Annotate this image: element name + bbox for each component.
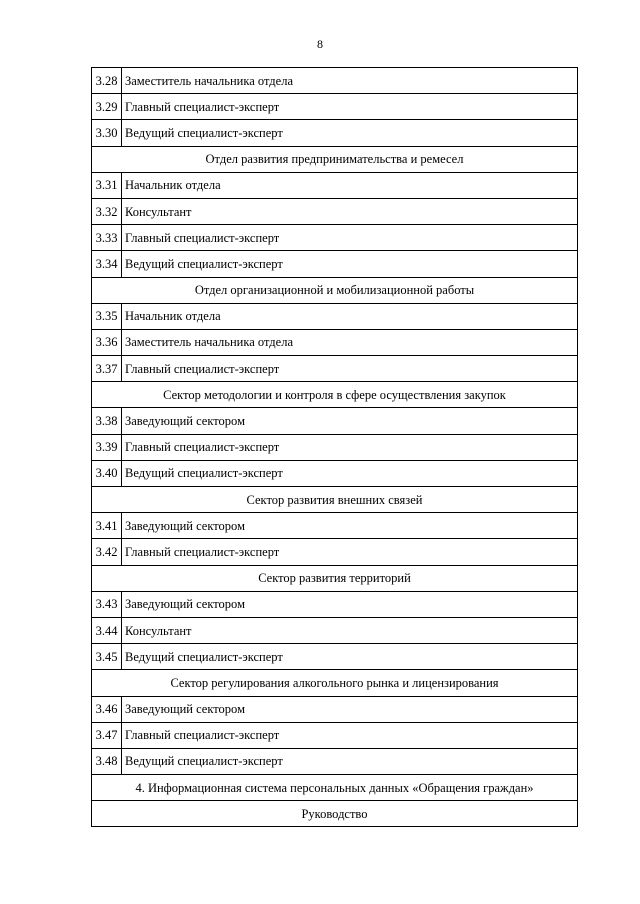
position-title: Заместитель начальника отдела xyxy=(122,329,578,355)
section-title: Сектор методологии и контроля в сфере осуществления закупок xyxy=(92,382,578,408)
row-number: 3.36 xyxy=(92,329,122,355)
row-number: 3.47 xyxy=(92,722,122,748)
table-row xyxy=(92,329,578,355)
position-title: Ведущий специалист-эксперт xyxy=(122,460,578,486)
position-title: Главный специалист-эксперт xyxy=(122,434,578,460)
table-row xyxy=(92,696,578,722)
table-row xyxy=(92,408,578,434)
positions-table-body xyxy=(92,68,578,827)
table-row xyxy=(92,434,578,460)
section-title: Сектор развития внешних связей xyxy=(92,487,578,513)
row-number: 3.28 xyxy=(92,68,122,94)
table-row xyxy=(92,617,578,643)
row-number: 3.37 xyxy=(92,356,122,382)
row-number: 3.39 xyxy=(92,434,122,460)
table-row xyxy=(92,748,578,774)
table-row xyxy=(92,94,578,120)
position-title: Заведующий сектором xyxy=(122,591,578,617)
section-header-row xyxy=(92,565,578,591)
row-number: 3.40 xyxy=(92,460,122,486)
position-title: Консультант xyxy=(122,617,578,643)
position-title: Ведущий специалист-эксперт xyxy=(122,748,578,774)
section-header-row xyxy=(92,146,578,172)
table-row xyxy=(92,251,578,277)
row-number: 3.48 xyxy=(92,748,122,774)
table-row xyxy=(92,172,578,198)
row-number: 3.44 xyxy=(92,617,122,643)
position-title: Главный специалист-эксперт xyxy=(122,94,578,120)
section-title: Сектор регулирования алкогольного рынка и лицензирования xyxy=(92,670,578,696)
row-number: 3.43 xyxy=(92,591,122,617)
table-row xyxy=(92,539,578,565)
position-title: Заведующий сектором xyxy=(122,513,578,539)
position-title: Заведующий сектором xyxy=(122,696,578,722)
position-title: Начальник отдела xyxy=(122,172,578,198)
table-row xyxy=(92,644,578,670)
table-row xyxy=(92,460,578,486)
section-title: 4. Информационная система персональных данных «Обращения граждан» xyxy=(92,775,578,801)
position-title: Консультант xyxy=(122,198,578,224)
row-number: 3.34 xyxy=(92,251,122,277)
table-row xyxy=(92,591,578,617)
section-header-row xyxy=(92,670,578,696)
section-title: Сектор развития территорий xyxy=(92,565,578,591)
row-number: 3.31 xyxy=(92,172,122,198)
page-number: 8 xyxy=(317,37,323,51)
table-row xyxy=(92,225,578,251)
table-row xyxy=(92,513,578,539)
section-header-row xyxy=(92,775,578,801)
section-header-row xyxy=(92,277,578,303)
row-number: 3.41 xyxy=(92,513,122,539)
row-number: 3.45 xyxy=(92,644,122,670)
position-title: Главный специалист-эксперт xyxy=(122,539,578,565)
table-row xyxy=(92,68,578,94)
position-title: Ведущий специалист-эксперт xyxy=(122,644,578,670)
table-row xyxy=(92,303,578,329)
positions-table xyxy=(91,67,578,827)
position-title: Ведущий специалист-эксперт xyxy=(122,251,578,277)
position-title: Главный специалист-эксперт xyxy=(122,722,578,748)
position-title: Главный специалист-эксперт xyxy=(122,356,578,382)
table-row xyxy=(92,120,578,146)
table-row xyxy=(92,356,578,382)
position-title: Заместитель начальника отдела xyxy=(122,68,578,94)
row-number: 3.38 xyxy=(92,408,122,434)
row-number: 3.29 xyxy=(92,94,122,120)
section-header-row xyxy=(92,801,578,827)
position-title: Главный специалист-эксперт xyxy=(122,225,578,251)
position-title: Заведующий сектором xyxy=(122,408,578,434)
section-header-row xyxy=(92,382,578,408)
position-title: Ведущий специалист-эксперт xyxy=(122,120,578,146)
table-row xyxy=(92,198,578,224)
position-title: Начальник отдела xyxy=(122,303,578,329)
row-number: 3.35 xyxy=(92,303,122,329)
row-number: 3.46 xyxy=(92,696,122,722)
section-title: Отдел организационной и мобилизационной работы xyxy=(92,277,578,303)
section-title: Руководство xyxy=(92,801,578,827)
section-title: Отдел развития предпринимательства и ремесел xyxy=(92,146,578,172)
row-number: 3.33 xyxy=(92,225,122,251)
section-header-row xyxy=(92,487,578,513)
row-number: 3.42 xyxy=(92,539,122,565)
table-row xyxy=(92,722,578,748)
row-number: 3.32 xyxy=(92,198,122,224)
row-number: 3.30 xyxy=(92,120,122,146)
